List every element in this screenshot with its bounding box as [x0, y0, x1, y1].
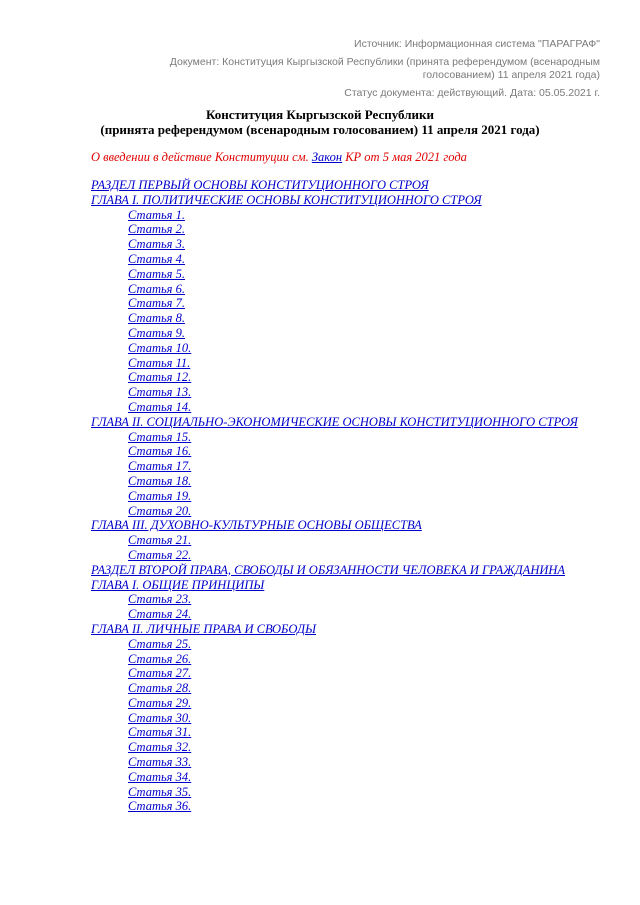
toc-article-link[interactable]: Статья 22. — [128, 547, 192, 562]
toc-article-link[interactable]: Статья 4. — [128, 251, 185, 266]
toc-section-link[interactable]: РАЗДЕЛ ВТОРОЙ ПРАВА, СВОБОДЫ И ОБЯЗАННОСТИ ЧЕЛОВЕКА И ГРАЖДАНИНА — [91, 562, 566, 577]
toc-article-link[interactable]: Статья 10. — [128, 340, 192, 355]
enactment-notice — [91, 150, 467, 165]
notice-suffix: КР от 5 мая 2021 года — [342, 150, 467, 164]
toc-article-link[interactable]: Статья 5. — [128, 266, 185, 281]
document-line: Документ: Конституция Кыргызской Республики (принята референдумом (всенародным голосованием) 11 апреля 2021 года) — [169, 56, 600, 81]
document-meta — [130, 38, 600, 105]
toc-section-link[interactable]: ГЛАВА II. ЛИЧНЫЕ ПРАВА И СВОБОДЫ — [91, 621, 316, 636]
toc-article-link[interactable]: Статья 12. — [128, 370, 192, 385]
document-title — [60, 107, 580, 137]
toc-article-link[interactable]: Статья 29. — [128, 695, 192, 710]
toc-article-link[interactable]: Статья 17. — [128, 459, 192, 474]
toc-article-link[interactable]: Статья 25. — [128, 636, 192, 651]
toc-article-link[interactable]: Статья 3. — [128, 237, 185, 252]
toc-section-link[interactable]: РАЗДЕЛ ПЕРВЫЙ ОСНОВЫ КОНСТИТУЦИОННОГО СТРОЯ — [91, 178, 429, 192]
toc-article-link[interactable]: Статья 20. — [128, 503, 192, 518]
toc-article-link[interactable]: Статья 15. — [128, 429, 192, 444]
toc-article-link[interactable]: Статья 19. — [128, 488, 192, 503]
toc-article-link[interactable]: Статья 14. — [128, 399, 192, 414]
toc-section-link[interactable]: ГЛАВА I. ПОЛИТИЧЕСКИЕ ОСНОВЫ КОНСТИТУЦИОННОГО СТРОЯ — [91, 192, 482, 207]
toc-section-link[interactable]: ГЛАВА II. СОЦИАЛЬНО-ЭКОНОМИЧЕСКИЕ ОСНОВЫ КОНСТИТУЦИОННОГО СТРОЯ — [91, 414, 578, 429]
toc-article-link[interactable]: Статья 16. — [128, 444, 192, 459]
table-of-contents — [91, 178, 591, 814]
toc-article-link[interactable]: Статья 11. — [128, 355, 191, 370]
toc-article-link[interactable]: Статья 8. — [128, 311, 185, 326]
toc-article-link[interactable]: Статья 1. — [128, 207, 185, 222]
toc-article-link[interactable]: Статья 34. — [128, 769, 192, 784]
toc-article-link[interactable]: Статья 31. — [128, 725, 192, 740]
toc-article-link[interactable]: Статья 27. — [128, 666, 192, 681]
toc-article-link[interactable]: Статья 26. — [128, 651, 192, 666]
toc-article-link[interactable]: Статья 18. — [128, 473, 192, 488]
toc-article-link[interactable]: Статья 32. — [128, 740, 192, 755]
toc-article-link[interactable]: Статья 30. — [128, 710, 192, 725]
toc-section-link[interactable]: ГЛАВА I. ОБЩИЕ ПРИНЦИПЫ — [91, 577, 265, 592]
status-line: Статус документа: действующий. Дата: 05.05.2021 г. — [344, 87, 600, 99]
toc-article-link[interactable]: Статья 24. — [128, 607, 192, 622]
source-line: Источник: Информационная система "ПАРАГРАФ" — [354, 38, 600, 50]
toc-article-link[interactable]: Статья 21. — [128, 533, 192, 548]
toc-article-link[interactable]: Статья 7. — [128, 296, 185, 311]
title-line-2: (принята референдумом (всенародным голосованием) 11 апреля 2021 года) — [100, 122, 540, 137]
law-link[interactable]: Закон — [311, 150, 343, 164]
toc-article-link[interactable]: Статья 36. — [128, 799, 192, 814]
toc-article-link[interactable]: Статья 2. — [128, 222, 185, 237]
toc-section-link[interactable]: ГЛАВА III. ДУХОВНО-КУЛЬТУРНЫЕ ОСНОВЫ ОБЩЕСТВА — [91, 518, 422, 533]
toc-article-link[interactable]: Статья 35. — [128, 784, 192, 799]
title-line-1: Конституция Кыргызской Республики — [205, 107, 435, 122]
toc-article-link[interactable]: Статья 13. — [128, 385, 192, 400]
toc-article-link[interactable]: Статья 23. — [128, 592, 192, 607]
notice-prefix: О введении в действие Конституции см. — [91, 150, 312, 164]
toc-article-link[interactable]: Статья 9. — [128, 325, 185, 340]
toc-article-link[interactable]: Статья 6. — [128, 281, 185, 296]
toc-article-link[interactable]: Статья 28. — [128, 681, 192, 696]
toc-article-link[interactable]: Статья 33. — [128, 755, 192, 770]
